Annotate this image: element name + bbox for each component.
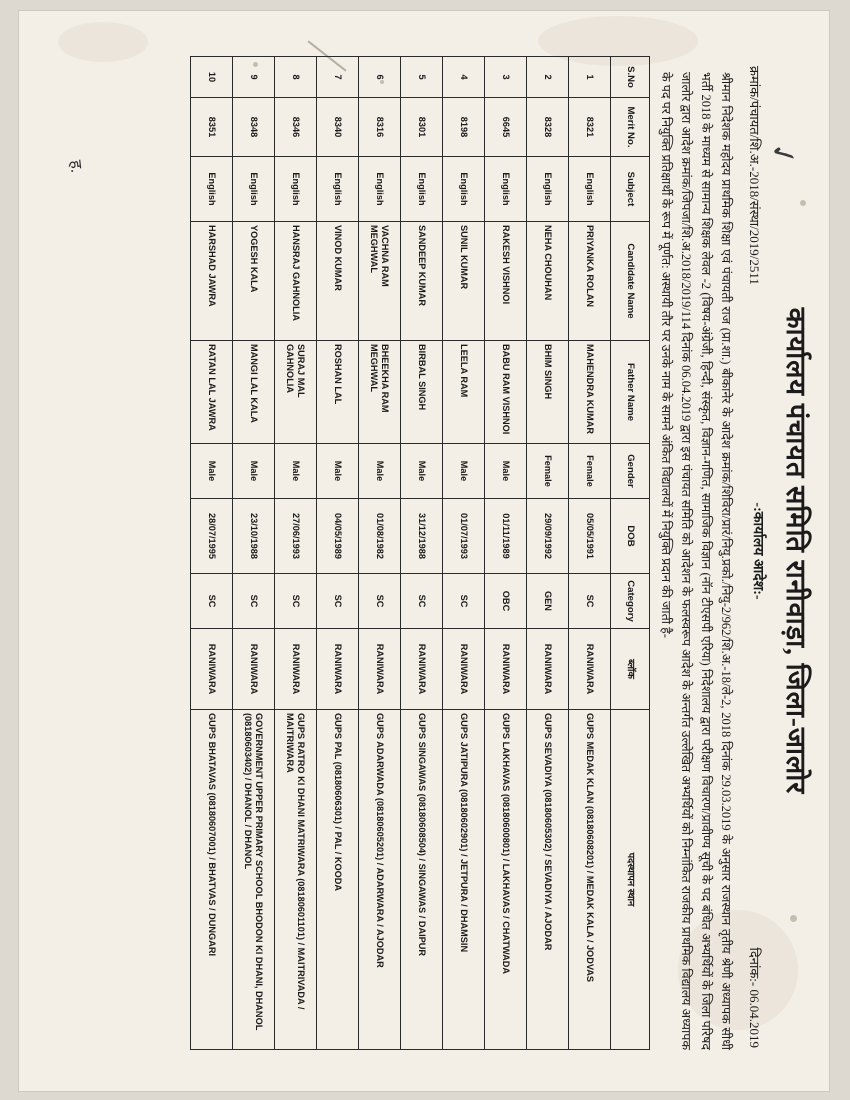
- table-row: [233, 57, 275, 1050]
- cell-gender: Male: [275, 444, 317, 499]
- appointment-table: [190, 56, 650, 1050]
- cell-place: GOVERNMENT UPPER PRIMARY SCHOOL BHODON KI DHANI, DHANOL (08180603402) / DHANOL / DHANOL: [233, 710, 275, 1050]
- cell-subject: English: [485, 157, 527, 222]
- scanned-page: [18, 10, 830, 1092]
- cell-block: RANIWARA: [527, 629, 569, 710]
- cell-sno: 7: [317, 57, 359, 98]
- document-body: [18, 10, 830, 1092]
- cell-subject: English: [317, 157, 359, 222]
- cell-sno: 8: [275, 57, 317, 98]
- cell-sno: 10: [191, 57, 233, 98]
- order-paragraph: श्रीमान निदेशक महोदय प्राथमिक शिक्षा एवं पंचायती राज (प्रा.शा.) बीकानेर के आदेश क्रमांक/शिविरा/प्रारं/नियु.प्रको./नियु-2/962/शि.अ.-18/ले-2, 2018 दिनांक 29.03.2019 के अनुसार राजस्थान तृतीय श्रेणी अध्यापक सीधी भर्ती 2018 के माध्यम से सामान्य शिक्षक लेवल -2 (विषय-अंग्रेजी, हिन्दी, संस्कृत, विज्ञान-गणित, सामाजिक विज्ञान (नॉन टीएसपी एरिया) निदेशालय द्वारा परीक्षण विचारण/प्रावीण्य सूची के पद बंधित अभ्यर्थियों के जिला परिषद जालोर द्वारा आदेश क्रमांक/जिपजा/शि.अ.2018/2019/114 दिनांक 06.04.2019 द्वारा इस पंचायत समिति को आदेशन के फलस्वरूप आदेश के अन्तर्गत उल्लेखित अभ्यर्थियों को निम्नांकित राजकीय प्राथमिक विद्यालय अध्यापक के पद पर नियुक्ति प्रतिक्षार्थी के रूप में पूर्णत: अस्थायी तौर पर उनके नाम के सामने अंकित विद्यालयों में नियुक्ति प्रदान की जाती है-: [659, 72, 733, 1050]
- cell-father: BHIM SINGH: [527, 341, 569, 444]
- cell-block: RANIWARA: [401, 629, 443, 710]
- cell-block: RANIWARA: [275, 629, 317, 710]
- col-category: Category: [611, 574, 650, 629]
- cell-father: BIRBAL SINGH: [401, 341, 443, 444]
- cell-category: SC: [443, 574, 485, 629]
- cell-candidate: NEHA CHOUHAN: [527, 222, 569, 341]
- cell-father: ROSHAN LAL: [317, 341, 359, 444]
- cell-category: SC: [317, 574, 359, 629]
- cell-place: GUPS RATRO KI DHANI MATRIWARA (08180601101) / MAITRIVADA / MAITRIWARA: [275, 710, 317, 1050]
- cell-category: GEN: [527, 574, 569, 629]
- cell-category: SC: [359, 574, 401, 629]
- cell-father: MANGI LAL KALA: [233, 341, 275, 444]
- cell-subject: English: [527, 157, 569, 222]
- col-dob: DOB: [611, 499, 650, 574]
- cell-candidate: HARSHAD JAWRA: [191, 222, 233, 341]
- cell-merit: 8346: [275, 98, 317, 157]
- cell-place: GUPS BHATAVAS (08180607001) / BHATVAS / DUNGARI: [191, 710, 233, 1050]
- cell-block: RANIWARA: [191, 629, 233, 710]
- cell-subject: English: [275, 157, 317, 222]
- cell-sno: 3: [485, 57, 527, 98]
- handwritten-tick-mark: ✓: [762, 137, 803, 173]
- cell-subject: English: [401, 157, 443, 222]
- cell-category: SC: [275, 574, 317, 629]
- cell-place: GUPS MEDAK KLAN (08180608201) / MEDAK KALA / JODVAS: [569, 710, 611, 1050]
- cell-sno: 9: [233, 57, 275, 98]
- cell-father: MAHENDRA KUMAR: [569, 341, 611, 444]
- cell-sno: 6: [359, 57, 401, 98]
- cell-dob: 23/10/1988: [233, 499, 275, 574]
- col-sno: S.No: [611, 57, 650, 98]
- table-row: [569, 57, 611, 1050]
- cell-merit: 8301: [401, 98, 443, 157]
- cell-father: SURAJ MAL GAHNOLIA: [275, 341, 317, 444]
- cell-place: GUPS PAL (08180606301) / PAL / KOODA: [317, 710, 359, 1050]
- cell-dob: 01/07/1993: [443, 499, 485, 574]
- cell-subject: English: [443, 157, 485, 222]
- cell-sno: 1: [569, 57, 611, 98]
- cell-place: GUPS ADARWADA (08180605201) / ADARWARA / AJODAR: [359, 710, 401, 1050]
- cell-block: RANIWARA: [569, 629, 611, 710]
- table-row: [359, 57, 401, 1050]
- cell-place: GUPS JATIPURA (08180602901) / JETPURA / DHAMSIN: [443, 710, 485, 1050]
- cell-gender: Male: [191, 444, 233, 499]
- cell-father: RATAN LAL JAWRA: [191, 341, 233, 444]
- office-title: कार्यालय पंचायत समिति रानीवाड़ा, जिला-जालोर: [781, 307, 811, 795]
- cell-dob: 28/07/1995: [191, 499, 233, 574]
- cell-dob: 27/06/1993: [275, 499, 317, 574]
- cell-merit: 8351: [191, 98, 233, 157]
- cell-candidate: VACHNA RAM MEGHWAL: [359, 222, 401, 341]
- cell-category: SC: [233, 574, 275, 629]
- cell-category: SC: [401, 574, 443, 629]
- cell-dob: 29/09/1992: [527, 499, 569, 574]
- col-father: Father Name: [611, 341, 650, 444]
- cell-block: RANIWARA: [233, 629, 275, 710]
- cell-gender: Male: [317, 444, 359, 499]
- col-block: ब्लॉक: [611, 629, 650, 710]
- cell-candidate: SANDEEP KUMAR: [401, 222, 443, 341]
- cell-block: RANIWARA: [485, 629, 527, 710]
- table-row: [485, 57, 527, 1050]
- cell-gender: Male: [233, 444, 275, 499]
- cell-place: GUPS SINGAWAS (08180608504) / SINGAWAS / DAIPUR: [401, 710, 443, 1050]
- table-row: [275, 57, 317, 1050]
- cell-merit: 8328: [527, 98, 569, 157]
- cell-father: LEELA RAM: [443, 341, 485, 444]
- handwritten-signature: ह.: [66, 159, 85, 174]
- cell-subject: English: [359, 157, 401, 222]
- cell-gender: Male: [401, 444, 443, 499]
- table-row: [191, 57, 233, 1050]
- cell-candidate: HANSRAJ GAHNOLIA: [275, 222, 317, 341]
- cell-merit: 8340: [317, 98, 359, 157]
- cell-category: SC: [569, 574, 611, 629]
- cell-candidate: VINOD KUMAR: [317, 222, 359, 341]
- col-posting-place: पदस्थापन स्थान: [611, 710, 650, 1050]
- table-row: [317, 57, 359, 1050]
- cell-merit: 8321: [569, 98, 611, 157]
- cell-candidate: RAKESH VISHNOI: [485, 222, 527, 341]
- cell-gender: Male: [443, 444, 485, 499]
- file-number: क्रमांक/पंचायत/शि.अ.-2018/संस्था/2019/2511: [747, 66, 762, 285]
- cell-place: GUPS LAKHAVAS (08180600801) / LAKHAVAS / CHATWADA: [485, 710, 527, 1050]
- cell-father: BABU RAM VISHNOI: [485, 341, 527, 444]
- cell-block: RANIWARA: [443, 629, 485, 710]
- order-label: -:कार्यालय आदेश:-: [750, 502, 765, 600]
- cell-dob: 04/05/1989: [317, 499, 359, 574]
- cell-sno: 5: [401, 57, 443, 98]
- table-row: [401, 57, 443, 1050]
- cell-merit: 8316: [359, 98, 401, 157]
- cell-dob: 05/05/1991: [569, 499, 611, 574]
- cell-category: SC: [191, 574, 233, 629]
- table-row: [443, 57, 485, 1050]
- cell-gender: Male: [485, 444, 527, 499]
- cell-merit: 6645: [485, 98, 527, 157]
- cell-subject: English: [569, 157, 611, 222]
- cell-gender: Female: [527, 444, 569, 499]
- cell-block: RANIWARA: [359, 629, 401, 710]
- cell-block: RANIWARA: [317, 629, 359, 710]
- col-gender: Gender: [611, 444, 650, 499]
- cell-subject: English: [191, 157, 233, 222]
- cell-father: BHEEKHA RAM MEGHWAL: [359, 341, 401, 444]
- cell-gender: Female: [569, 444, 611, 499]
- cell-dob: 01/11/1989: [485, 499, 527, 574]
- table-row: [527, 57, 569, 1050]
- table-header-row: [611, 57, 650, 1050]
- cell-gender: Male: [359, 444, 401, 499]
- cell-candidate: PRIYANKA ROLAN: [569, 222, 611, 341]
- cell-candidate: SUNIL KUMAR: [443, 222, 485, 341]
- cell-candidate: YOGESH KALA: [233, 222, 275, 341]
- cell-dob: 01/08/1982: [359, 499, 401, 574]
- col-merit-no: Merit No.: [611, 98, 650, 157]
- col-candidate: Candidate Name: [611, 222, 650, 341]
- cell-dob: 31/12/1988: [401, 499, 443, 574]
- cell-merit: 8348: [233, 98, 275, 157]
- cell-subject: English: [233, 157, 275, 222]
- cell-sno: 2: [527, 57, 569, 98]
- cell-category: OBC: [485, 574, 527, 629]
- order-date: दिनांक:- 06.04.2019: [747, 947, 762, 1048]
- col-subject: Subject: [611, 157, 650, 222]
- cell-merit: 8198: [443, 98, 485, 157]
- cell-place: GUPS SEVADIYA (08180605302) / SEVADIYA / AJODAR: [527, 710, 569, 1050]
- cell-sno: 4: [443, 57, 485, 98]
